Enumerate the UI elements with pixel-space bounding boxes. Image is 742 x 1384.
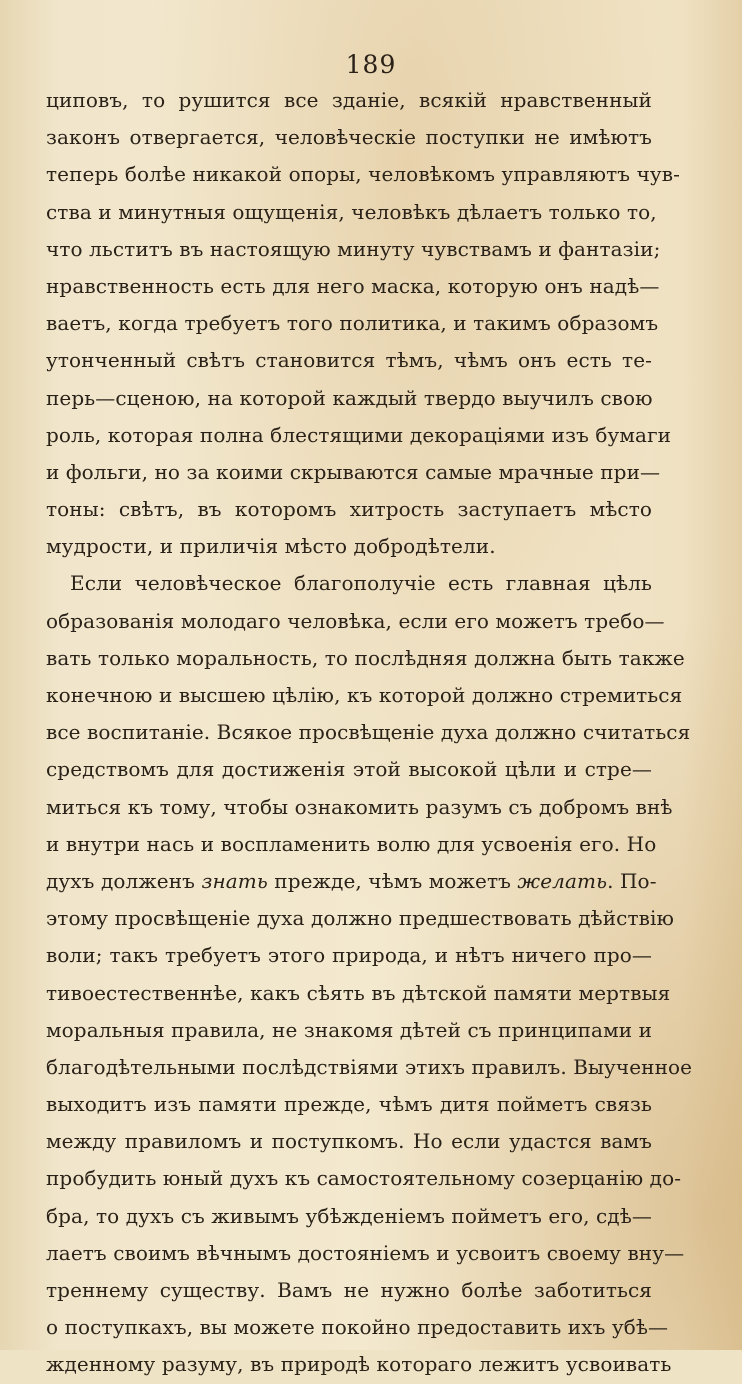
text-line: лаетъ своимъ вѣчнымъ достояніемъ и усвоитъ своему вну— — [46, 1240, 685, 1265]
text-line: ваетъ, когда требуетъ того политика, и такимъ образомъ — [46, 311, 659, 336]
text-line: утонченный свѣтъ становится тѣмъ, чѣмъ онъ есть те- — [46, 348, 652, 373]
text-line: образованія молодаго человѣка, если его можетъ требо— — [46, 608, 665, 633]
text-line: теперь болѣе никакой опоры, человѣкомъ управляютъ чув- — [46, 162, 680, 187]
body-text — [46, 82, 693, 1384]
text-line: о поступкахъ, вы можете покойно предоставить ихъ убѣ— — [46, 1315, 669, 1340]
text-line: циповъ, то рушится все зданіе, всякій нравственный — [46, 88, 652, 112]
text-line: пробудить юный духъ къ самостоятельному созерцанію до- — [46, 1166, 682, 1191]
text-line: вать только моральность, то послѣдняя должна быть также — [46, 645, 685, 670]
text-line: треннему существу. Вамъ не нужно болѣе заботиться — [46, 1278, 652, 1302]
page-number: 189 — [345, 50, 397, 79]
text-line: законъ отвергается, человѣческіе поступки не имѣютъ — [46, 125, 652, 150]
text-line: выходитъ изъ памяти прежде, чѣмъ дитя пойметъ связь — [46, 1092, 652, 1117]
text-line: этому просвѣщеніе духа должно предшествовать дѣйствію — [46, 906, 674, 931]
text-line: тоны: свѣтъ, въ которомъ хитрость заступаетъ мѣсто — [46, 497, 652, 522]
text-line: и внутри нась и воспламенить волю для усвоенія его. Но — [46, 831, 657, 856]
text-line: жденному разуму, въ природѣ котораго лежитъ усвоивать — [46, 1352, 672, 1377]
text-line: тивоестественнѣе, какъ сѣять въ дѣтской памяти мертвыя — [46, 980, 671, 1005]
text-line: моральныя правила, не знакомя дѣтей съ принципами и — [46, 1017, 653, 1042]
text-line: между правиломъ и поступкомъ. Но если удастся вамъ — [46, 1129, 652, 1154]
text-line: мудрости, и приличія мѣсто добродѣтели. — [46, 534, 496, 559]
text-line: и фольги, но за коими скрываются самые мрачные при— — [46, 459, 661, 484]
text-line-emphasis: духъ долженъ знать прежде, чѣмъ можетъ желать. По- — [46, 868, 657, 893]
text-line: бра, то духъ съ живымъ убѣжденіемъ пойметъ его, сдѣ— — [46, 1203, 652, 1228]
text-line: конечною и высшею цѣлію, къ которой должно стремиться — [46, 683, 683, 707]
text-line: воли; такъ требуетъ этого природа, и нѣтъ ничего про— — [46, 943, 652, 968]
text-line: Если человѣческое благополучіе есть главная цѣль — [70, 571, 652, 596]
text-line: что льститъ въ настоящую минуту чувствамъ и фантазіи; — [46, 236, 661, 261]
emphasized-word: знать — [201, 868, 268, 893]
text-line: ства и минутныя ощущенія, человѣкъ дѣлаетъ только то, — [46, 199, 657, 224]
text-line: благодѣтельными послѣдствіями этихъ правилъ. Выученное — [46, 1054, 693, 1079]
text-line: средствомъ для достиженія этой высокой цѣли и стре— — [46, 757, 652, 782]
emphasized-word: желать — [517, 868, 608, 893]
text-line: роль, которая полна блестящими декораціями изъ бумаги — [46, 422, 672, 447]
text-line: все воспитаніе. Всякое просвѣщеніе духа должно считаться — [46, 720, 691, 745]
text-line: нравственность есть для него маска, которую онъ надѣ— — [46, 273, 660, 298]
text-line: перь—сценою, на которой каждый твердо выучилъ свою — [46, 385, 653, 410]
text-line: миться къ тому, чтобы ознакомить разумъ съ добромъ внѣ — [46, 794, 673, 819]
